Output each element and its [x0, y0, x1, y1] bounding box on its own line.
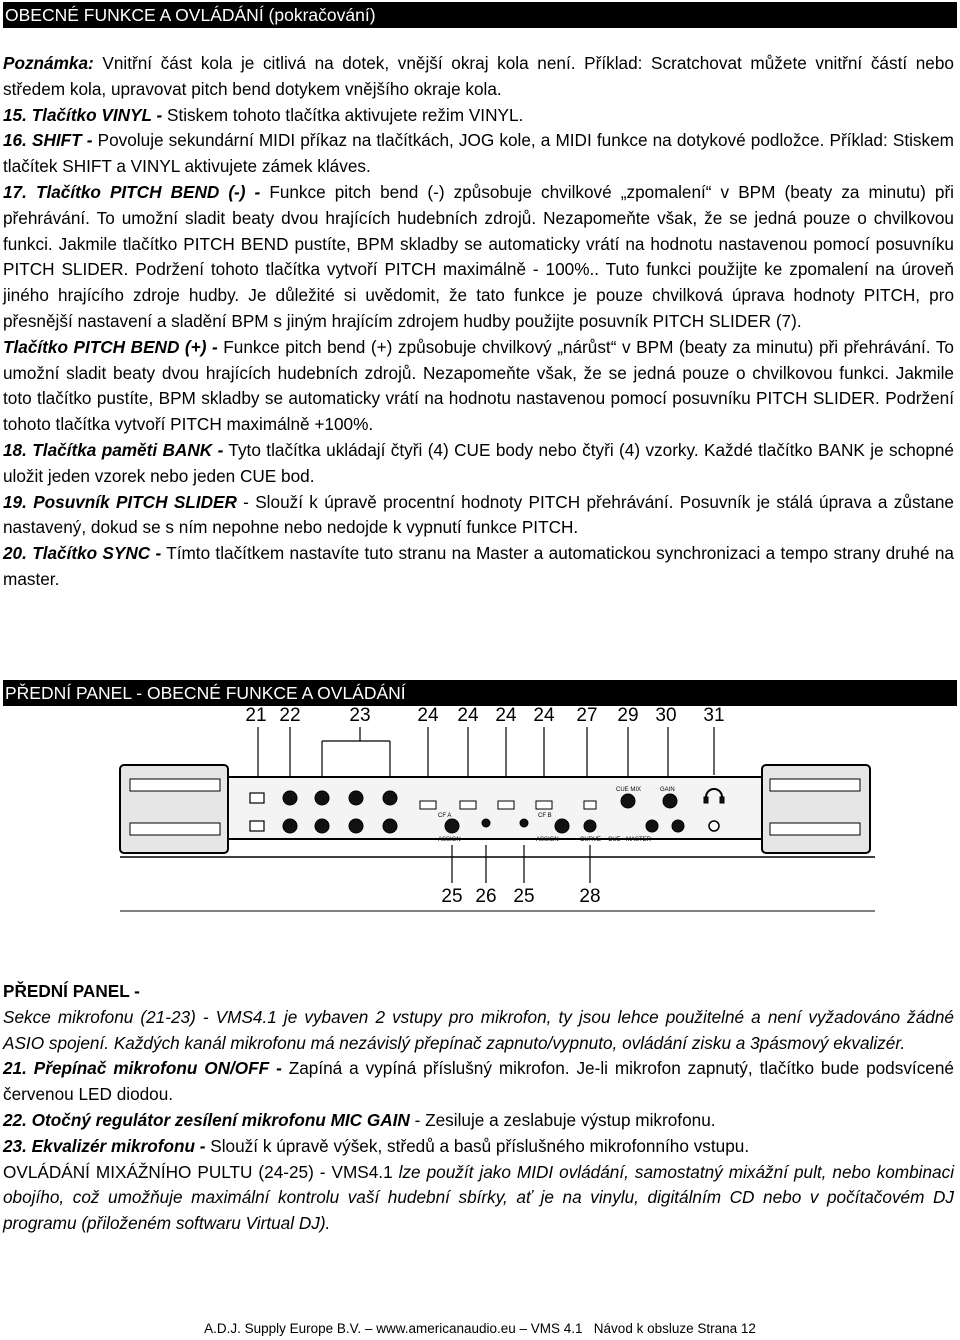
- callout-26: 26: [475, 886, 497, 907]
- callout-23: 23: [349, 705, 371, 726]
- item-18-label: 18. Tlačítka paměti BANK -: [3, 439, 224, 460]
- mixer-intro-text: lze použít jako MIDI ovládání, samostatný mixážní pult, nebo kombinaci obojího, což umožňuje maximální kontrolu vaší hudební sbírky, ať je na vinylu, digitálním CD nebo v počítačovém DJ programu (přiloženém softwaru Virtual DJ).: [3, 1161, 955, 1234]
- item-17-text: Funkce pitch bend (-) způsobuje chvilkové „zpomalení“ v BPM (beaty za minutu) při přehrávání. To umožní sladit beaty dvou hrajících hudebních zdrojů. Nezapomeňte však, že se jedná pouze o chvilkovou funkci. Jakmile tlačítko PITCH BEND pustíte, BPM skladby se automaticky vrátí na hodnotu nastavenou pomocí posuvníku PITCH SLIDER. Podržení tohoto tlačítka vytvoří PITCH maximálně - 100%.. Tuto funkci použijte ke zpomalení na úroveň jiného hrajícího zdroje hudby. Je důležité si uvědomit, že tato funkce je pouze chvilková úprava hodnoty PITCH, pro přesnější nastavení a sladění BPM s jiným hrajícím zdrojem hudby použijte posuvník PITCH SLIDER (7).: [3, 181, 954, 331]
- item-16-label: 16. SHIFT -: [3, 130, 93, 151]
- cue-label: CUE: [608, 837, 621, 843]
- assign-b-label: ASSIGN: [536, 837, 559, 843]
- callout-25b: 25: [513, 886, 535, 907]
- item-23-text: Slouží k úpravě výšek, středů a basů příslušného mikrofonního vstupu.: [205, 1135, 750, 1156]
- item-22-text: - Zesiluje a zeslabuje výstup mikrofonu.: [409, 1109, 716, 1130]
- mixer-intro-lead: OVLÁDÁNÍ MIXÁŽNÍHO PULTU (24-25) - VMS4.1: [3, 1161, 393, 1182]
- item-17-label: 17. Tlačítko PITCH BEND (-) -: [3, 181, 261, 202]
- item-15-paragraph: [3, 103, 954, 129]
- mixer-intro-paragraph: [3, 1160, 954, 1237]
- cf-a-label: CF A: [438, 813, 452, 819]
- mic-section-intro: Sekce mikrofonu (21-23) - VMS4.1 je vybaven 2 vstupy pro mikrofon, ty jsou lehce použitelné a není vyžadováno žádné ASIO spojení. Každých kanál mikrofonu má nezávislý přepínač zapnuto/vypnuto, ovládání zisku a 3pásmový ekvalizér.: [3, 1006, 954, 1053]
- item-20-text: Tímto tlačítkem nastavíte tuto stranu na Master a automatickou synchronizaci a tempo strany druhé na master.: [3, 543, 954, 589]
- front-panel-title: PŘEDNÍ PANEL -: [3, 981, 140, 1001]
- front-panel-figure: [100, 705, 880, 915]
- item-20-label: 20. Tlačítko SYNC -: [3, 543, 162, 564]
- pitch-bend-plus-label: Tlačítko PITCH BEND (+) -: [3, 336, 218, 357]
- section-header-general-functions: OBECNÉ FUNKCE A OVLÁDÁNÍ (pokračování): [3, 2, 957, 28]
- item-21-text: Zapíná a vypíná příslušný mikrofon. Je-li mikrofon zapnutý, tlačítko bude podsvícené červenou LED diodou.: [3, 1058, 954, 1105]
- page-footer: A.D.J. Supply Europe B.V. – www.americanaudio.eu – VMS 4.1 Návod k obsluze Strana 12: [204, 1321, 756, 1336]
- callout-22: 22: [279, 705, 301, 726]
- item-22-label: 22. Otočný regulátor zesílení mikrofonu MIC GAIN: [3, 1109, 410, 1130]
- item-17-paragraph: [3, 180, 954, 335]
- item-18-text: Tyto tlačítka ukládají čtyři (4) CUE body nebo čtyři (4) vzorky. Každé tlačítko BANK je schopné uložit jeden vzorek nebo jeden CUE bod.: [3, 439, 954, 486]
- item-23-label: 23. Ekvalizér mikrofonu -: [3, 1135, 206, 1156]
- pitch-bend-plus-paragraph: [3, 335, 954, 438]
- item-19-text: - Slouží k úpravě procentní hodnoty PITCH přehrávání. Posuvník je stálá úprava a zůstane nastavený, dokud se s ním nepohne nebo nedojde k vypnutí funkce PITCH.: [3, 491, 954, 538]
- callout-27: 27: [576, 705, 598, 726]
- item-16-text: Povoluje sekundární MIDI příkaz na tlačítkách, JOG kole, a MIDI funkce na dotykové podložce. Příklad: Stiskem tlačítek SHIFT a VINYL aktivujete zámek kláves.: [3, 130, 954, 177]
- item-22-paragraph: [3, 1108, 954, 1134]
- item-20-paragraph: [3, 541, 954, 593]
- callout-28: 28: [579, 886, 601, 907]
- note-text: Vnitřní část kola je citlivá na dotek, vnější okraj kola není. Příklad: Scratchovat můžete vnitřní částí nebo středem kola, upravovat pitch bend dotykem vnějšího okraje kola.: [3, 53, 954, 99]
- item-16-paragraph: [3, 128, 954, 180]
- callout-24d: 24: [533, 705, 555, 726]
- callout-25a: 25: [441, 886, 463, 907]
- item-18-paragraph: [3, 438, 954, 490]
- callout-31: 31: [703, 705, 725, 726]
- item-21-label: 21. Přepínač mikrofonu ON/OFF -: [3, 1058, 282, 1079]
- note-paragraph: [3, 51, 954, 103]
- section1-body: [3, 51, 954, 593]
- cf-b-label: CF B: [538, 813, 552, 819]
- note-label: Poznámka:: [3, 53, 94, 73]
- callout-21: 21: [245, 705, 267, 726]
- section3-body: [3, 979, 954, 1237]
- item-15-text: Stiskem tohoto tlačítka aktivujete režim VINYL.: [162, 104, 524, 125]
- front-panel-drawing: [100, 705, 880, 915]
- item-23-paragraph: [3, 1134, 954, 1160]
- pitch-bend-plus-text: Funkce pitch bend (+) způsobuje chvilkový „nárůst“ v BPM (beaty za minutu) při přehrávání. To umožní sladit beaty dvou hrajících hudebních zdrojů. Nezapomeňte však, že se jedná pouze o chvilkovou funkci. Jakmile toto tlačítko pustíte, BPM skladby se automaticky vrátí na hodnotu nastavenou pomocí posuvníku PITCH SLIDER. Podržení tohoto tlačítka vytvoří PITCH maximálně +100%.: [3, 336, 954, 435]
- gain-label: GAIN: [660, 787, 675, 793]
- callout-29: 29: [617, 705, 639, 726]
- callout-24a: 24: [417, 705, 439, 726]
- assign-a-label: ASSIGN: [438, 837, 461, 843]
- callout-24b: 24: [457, 705, 479, 726]
- master-label: MASTER: [626, 837, 652, 843]
- item-19-paragraph: [3, 490, 954, 542]
- section-header-front-panel: PŘEDNÍ PANEL - OBECNÉ FUNKCE A OVLÁDÁNÍ: [3, 680, 957, 706]
- item-15-label: 15. Tlačítko VINYL -: [3, 104, 163, 125]
- callout-24c: 24: [495, 705, 517, 726]
- cue-mix-label: CUE MIX: [616, 787, 642, 793]
- curve-label: CURVE: [580, 837, 601, 843]
- callout-30: 30: [655, 705, 677, 726]
- item-19-label: 19. Posuvník PITCH SLIDER: [3, 491, 237, 512]
- item-21-paragraph: [3, 1056, 954, 1108]
